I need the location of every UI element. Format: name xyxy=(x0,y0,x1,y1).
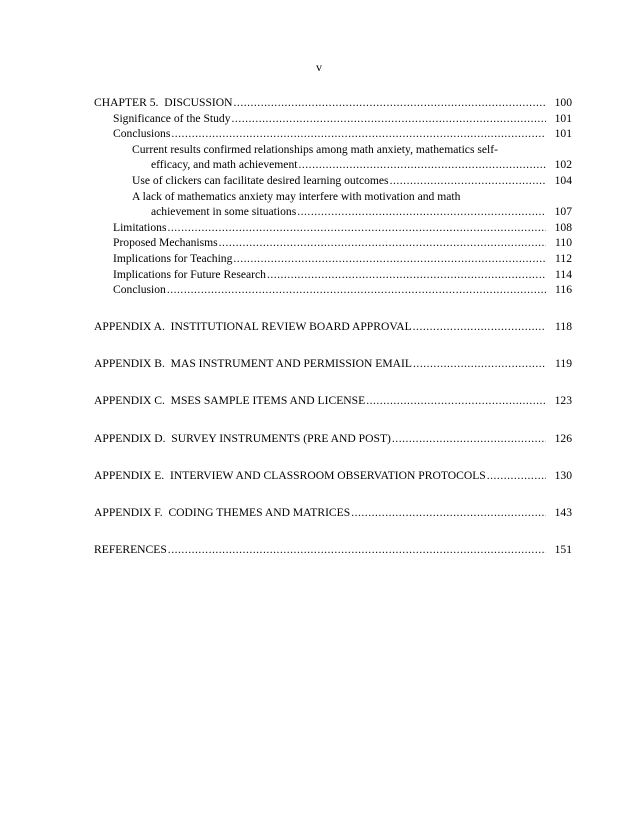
toc-entry-label: APPENDIX A. INSTITUTIONAL REVIEW BOARD APPROVAL xyxy=(94,320,412,334)
leader-dots xyxy=(167,220,546,236)
toc-entry-label: APPENDIX F. CODING THEMES AND MATRICES xyxy=(94,505,351,519)
toc-entry-lack-of-anxiety-line1 xyxy=(94,189,572,205)
toc-page-number: 116 xyxy=(555,283,572,297)
page-number: v xyxy=(316,60,322,74)
toc-entry-clickers xyxy=(94,173,572,189)
toc-entry-significance xyxy=(94,111,572,127)
table-of-contents xyxy=(94,95,572,557)
toc-page-number: 118 xyxy=(555,320,572,334)
toc-entry-appendix-d xyxy=(94,431,572,447)
toc-entry-limitations xyxy=(94,220,572,236)
toc-page-number: 130 xyxy=(554,468,572,482)
toc-entry-appendix-e xyxy=(94,468,572,484)
toc-entry-label: APPENDIX D. SURVEY INSTRUMENTS (PRE AND POST) xyxy=(94,431,391,445)
toc-entry-label: efficacy, and math achievement xyxy=(151,158,298,172)
toc-entry-proposed-mechanisms xyxy=(94,235,572,251)
leader-dots xyxy=(233,251,546,267)
toc-entry-label: APPENDIX B. MAS INSTRUMENT AND PERMISSION EMAIL xyxy=(94,357,413,371)
toc-entry-chapter-5 xyxy=(94,95,572,111)
toc-page-number: 112 xyxy=(555,251,572,265)
leader-dots xyxy=(392,431,546,447)
leader-dots xyxy=(234,95,546,111)
toc-page-number: 107 xyxy=(554,205,572,219)
toc-entry-label: A lack of mathematics anxiety may interfere with motivation and math xyxy=(132,189,461,203)
leader-dots xyxy=(390,173,546,189)
toc-page-number: 108 xyxy=(554,220,572,234)
leader-dots xyxy=(351,505,546,521)
toc-page-number: 114 xyxy=(555,267,572,281)
toc-entry-label: Proposed Mechanisms xyxy=(113,236,218,250)
toc-entry-appendix-f xyxy=(94,505,572,521)
toc-entry-label: Conclusions xyxy=(113,127,171,141)
toc-entry-label: Implications for Future Research xyxy=(113,267,266,281)
toc-entry-label: CHAPTER 5. DISCUSSION xyxy=(94,96,233,109)
leader-dots xyxy=(413,356,546,372)
toc-entry-label: Significance of the Study xyxy=(113,111,231,125)
toc-entry-current-results-line1 xyxy=(94,142,572,158)
toc-entry-current-results-line2 xyxy=(94,157,572,173)
leader-dots xyxy=(267,267,546,283)
toc-entry-label: APPENDIX C. MSES SAMPLE ITEMS AND LICENSE xyxy=(94,394,366,408)
leader-dots xyxy=(413,319,546,335)
leader-dots xyxy=(297,204,546,220)
toc-entry-references xyxy=(94,542,572,558)
toc-page-number: 123 xyxy=(554,394,572,408)
leader-dots xyxy=(232,111,546,127)
toc-entry-implications-teaching xyxy=(94,251,572,267)
toc-page-number: 101 xyxy=(554,111,572,125)
toc-entry-appendix-b xyxy=(94,356,572,372)
toc-entry-label: APPENDIX E. INTERVIEW AND CLASSROOM OBSERVATION PROTOCOLS xyxy=(94,468,486,482)
toc-entry-appendix-c xyxy=(94,393,572,409)
toc-entry-conclusions xyxy=(94,126,572,142)
toc-page-number: 104 xyxy=(554,173,572,187)
toc-page-number: 119 xyxy=(555,357,572,371)
toc-entry-conclusion xyxy=(94,282,572,298)
toc-entry-label: Conclusion xyxy=(113,283,166,297)
toc-page-number: 100 xyxy=(554,96,572,109)
toc-entry-label: Implications for Teaching xyxy=(113,251,233,265)
leader-dots xyxy=(171,126,546,142)
toc-entry-label: Current results confirmed relationships among math anxiety, mathematics self- xyxy=(132,142,498,156)
toc-entry-label: Limitations xyxy=(113,220,167,234)
toc-page-number: 143 xyxy=(554,505,572,519)
toc-entry-label: Use of clickers can facilitate desired learning outcomes xyxy=(132,173,389,187)
leader-dots xyxy=(298,157,546,173)
toc-page-number: 151 xyxy=(554,542,572,556)
toc-entry-lack-of-anxiety-line2 xyxy=(94,204,572,220)
toc-entry-label: REFERENCES xyxy=(94,542,167,556)
leader-dots xyxy=(168,542,546,558)
toc-page-number: 101 xyxy=(554,127,572,141)
toc-page-number: 126 xyxy=(554,431,572,445)
toc-page-number: 102 xyxy=(554,158,572,172)
toc-entry-label: achievement in some situations xyxy=(151,205,297,219)
leader-dots xyxy=(167,282,546,298)
toc-entry-implications-research xyxy=(94,267,572,283)
leader-dots xyxy=(487,468,546,484)
leader-dots xyxy=(366,393,546,409)
leader-dots xyxy=(219,235,546,251)
toc-page-number: 110 xyxy=(555,236,572,250)
toc-entry-appendix-a xyxy=(94,319,572,335)
